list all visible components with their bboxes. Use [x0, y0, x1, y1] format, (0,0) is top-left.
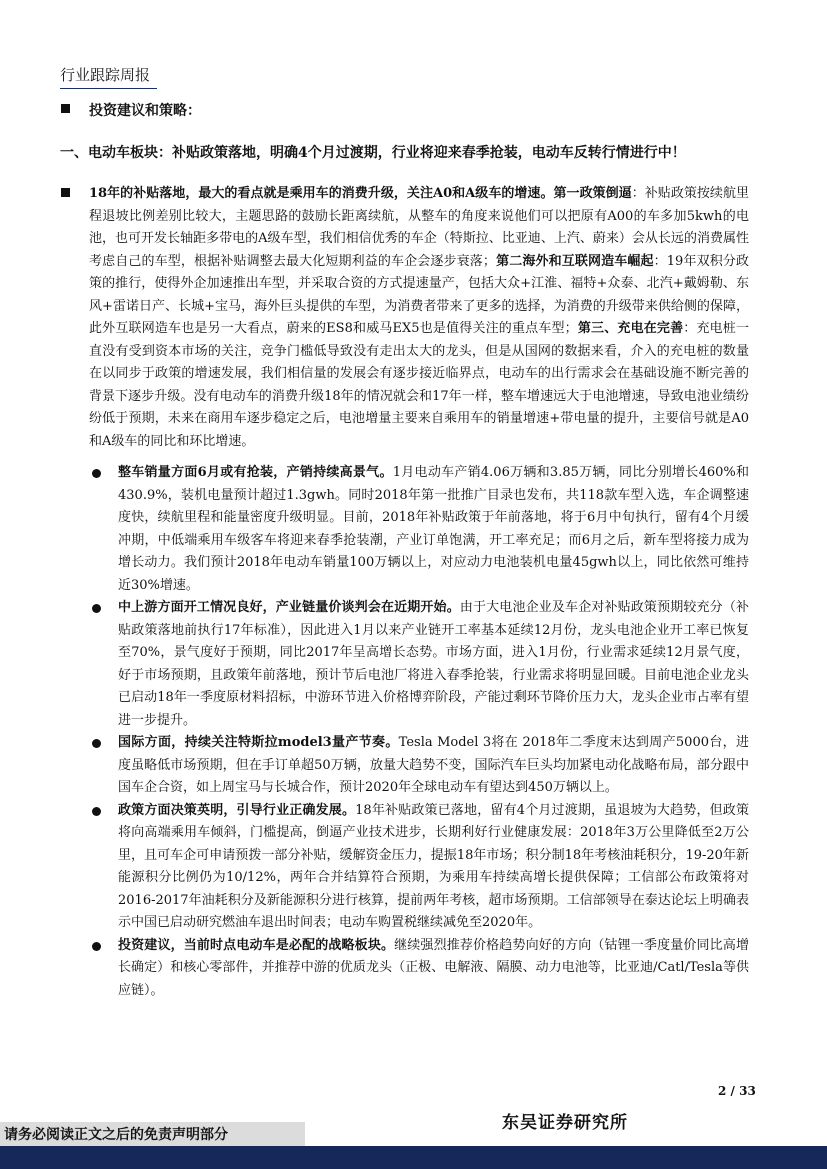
lead-bold-text: 18年的补贴落地，最大的看点就是乘用车的消费升级，关注A0和A级车的增速。第一政策倒逼 [89, 186, 632, 201]
running-header: 行业跟踪周报 [60, 64, 157, 89]
bullet-list [89, 462, 749, 1002]
bold-phrase: 第三、充电在完善 [577, 321, 684, 336]
bullet-dot-icon [92, 807, 101, 816]
paragraph-text: ：充电桩一直没有受到资本市场的关注，竞争门槛低导致没有走出太大的龙头，但是从国网的数据来看，介入的充电桩的数量在以同步于政策的增速发展，我们相信量的发展会有逐步接近临界点，电动车的出行需求会在基础设施不断完善的背景下逐步升级。没有电动车的消费升级18年的情况就会和17年一样，整车增速远大于电池增速，导致电池业绩纷纷低于预期，未来在商用车逐步稳定之后，电池增量主要来自乘用车的销量增速+带电量的提升，主要信号就是A0和A级车的同比和环比增速。 [89, 321, 749, 449]
bullet-heading: 中上游方面开工情况良好，产业链量价谈判会在近期开始。 [118, 600, 460, 615]
bold-phrase: 第二海外和互联网造车崛起 [495, 253, 654, 269]
bullet-dot-icon [92, 942, 101, 951]
paragraph-text: ：19年双积分政策的推行，使得外企加速推出车型，并采取合资的方式提速量产，包括大众+江淮、福特+众泰、北汽+戴姆勒、东风+雷诺日产、长城+宝马，海外巨头提供的车型，为消费者带来了更多的选择，为消费的升级带来供给侧的保障，此外互联网造车也是另一大看点，蔚来的ES8和威马EX5也是值得关注的重点车型； [89, 253, 749, 336]
section-heading: 投资建议和策略： [89, 103, 201, 119]
paragraph-text: ：补贴政策按续航里程退坡比例差别比较大，主题思路的鼓励长距离续航，从整车的角度来说他们可以把原有A00的车多加5kwh的电池，也可开发长轴距多带电的A级车型，我们相信优秀的车企（特斯拉、比亚迪、上汽、蔚来）会从长远的消费属性考虑自己的车型，根据补贴调整去最大化短期利益的车企会逐步衰落； [89, 186, 749, 269]
company-name: 东吴证券研究所 [502, 1113, 628, 1133]
bullet-text: Tesla Model 3将在 2018年二季度末达到周产5000台，进度虽略低市场预期，但在手订单超50万辆，放量大趋势不变，国际汽车巨头均加紧电动化战略布局，部分跟中国车企合资，如上周宝马与长城合作，预计2020年全球电动车有望达到450万辆以上。 [118, 735, 749, 795]
square-bullet-icon [61, 188, 70, 197]
footer-bar [0, 1146, 827, 1169]
level1-heading: 一、电动车板块：补贴政策落地，明确4个月过渡期，行业将迎来春季抢装，电动车反转行情进行中！ [60, 145, 686, 161]
list-item [89, 935, 749, 1003]
page-number: 2 / 33 [718, 1084, 756, 1098]
main-paragraph [89, 183, 749, 453]
bullet-heading: 投资建议，当前时点电动车是必配的战略板块。 [118, 937, 395, 953]
bullet-heading: 整车销量方面6月或有抢装，产销持续高景气。 [118, 465, 393, 480]
bullet-text: 继续强烈推荐价格趋势向好的方向（钴锂一季度量价同比高增长确定）和核心零部件，并推荐中游的优质龙头（正极、电解液、隔膜、动力电池等，比亚迪/Catl/Tesla等供应链）。 [118, 937, 749, 998]
list-item [89, 597, 749, 732]
bullet-dot-icon [92, 604, 101, 613]
bullet-text: 18年补贴政策已落地，留有4个月过渡期，虽退坡为大趋势，但政策将向高端乘用车倾斜，门槛提高，倒逼产业技术进步，长期利好行业健康发展：2018年3万公里降低至2万公里，且可车企可申请预拨一部分补贴，缓解资金压力，提振18年市场；积分制18年考核油耗积分，19-20年新能源积分比例仍为10/12%，两年合并结算符合预期，为乘用车持续高增长提供保障；工信部公布政策将对2016-2017年油耗积分及新能源积分进行核算，提前两年考核，超市场预期。工信部领导在泰达论坛上明确表示中国已启动研究燃油车退出时间表；电动车购置税继续减免至2020年。 [118, 802, 749, 930]
square-bullet-icon [61, 104, 70, 113]
list-item [89, 800, 749, 935]
bullet-dot-icon [92, 469, 101, 478]
bullet-text: 1月电动车产销4.06万辆和3.85万辆，同比分别增长460%和430.9%，装机电量预计超过1.3gwh。同时2018年第一批推广目录也发布，共118款车型入选，车企调整速度快，续航里程和能量密度升级明显。目前，2018年补贴政策于年前落地，将于6月中旬执行，留有4个月缓冲期，中低端乘用车级客车将迎来春季抢装潮，产业订单饱满，开工率充足；而6月之后，新车型将接力成为增长动力。我们预计2018年电动车销量100万辆以上，对应动力电池装机电量45gwh以上，同比依然可维持近30%增速。 [118, 465, 750, 593]
list-item [89, 732, 749, 800]
bullet-dot-icon [92, 739, 101, 748]
disclaimer-banner: 请务必阅读正文之后的免责声明部分 [0, 1122, 305, 1146]
bullet-text: 由于大电池企业及车企对补贴政策预期较充分（补贴政策落地前执行17年标准），因此进入1月以来产业链开工率基本延续12月份，龙头电池企业开工率已恢复至70%，景气度好于预期，同比2017年呈高增长态势。市场方面，进入1月份，行业需求延续12月景气度，好于市场预期，且政策年前落地，预计节后电池厂将进入春季抢装，行业需求将明显回暖。目前电池企业龙头已启动18年一季度原材料招标，中游环节进入价格博弈阶段，产能过剩环节降价压力大，龙头企业市占率有望进一步提升。 [118, 600, 749, 728]
bullet-heading: 国际方面，持续关注特斯拉model3量产节奏。 [118, 735, 399, 750]
bullet-heading: 政策方面决策英明，引导行业正确发展。 [118, 802, 356, 818]
list-item [89, 462, 749, 597]
